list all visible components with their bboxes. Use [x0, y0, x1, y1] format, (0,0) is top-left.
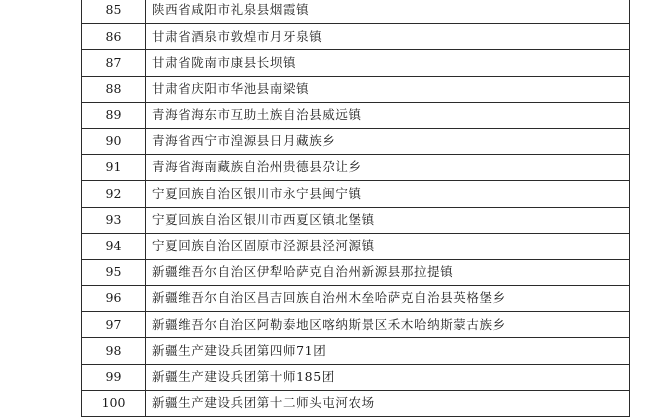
row-number-cell: 95: [82, 259, 146, 285]
table-row: [82, 155, 630, 181]
place-name-cell: 新疆生产建设兵团第十师185团: [146, 364, 630, 390]
row-number-cell: 88: [82, 76, 146, 102]
row-number-cell: 89: [82, 102, 146, 128]
place-name-cell: 甘肃省庆阳市华池县南梁镇: [146, 76, 630, 102]
place-name-cell: 宁夏回族自治区银川市永宁县闽宁镇: [146, 181, 630, 207]
place-name-cell: 青海省海东市互助土族自治县威远镇: [146, 102, 630, 128]
place-name-cell: 新疆生产建设兵团第十二师头屯河农场: [146, 390, 630, 416]
row-number-cell: 85: [82, 0, 146, 24]
table-row: [82, 76, 630, 102]
place-name-cell: 新疆维吾尔自治区伊犁哈萨克自治州新源县那拉提镇: [146, 259, 630, 285]
row-number-cell: 97: [82, 312, 146, 338]
row-number-cell: 92: [82, 181, 146, 207]
table-row: [82, 233, 630, 259]
table-row: [82, 364, 630, 390]
row-number-cell: 98: [82, 338, 146, 364]
place-name-cell: 青海省海南藏族自治州贵德县尕让乡: [146, 155, 630, 181]
place-name-cell: 宁夏回族自治区固原市泾源县泾河源镇: [146, 233, 630, 259]
table-body: [82, 0, 630, 417]
table-row: [82, 207, 630, 233]
row-number-cell: 99: [82, 364, 146, 390]
row-number-cell: 87: [82, 50, 146, 76]
table-row: [82, 286, 630, 312]
table-row: [82, 50, 630, 76]
row-number-cell: 90: [82, 128, 146, 154]
place-name-cell: 宁夏回族自治区银川市西夏区镇北堡镇: [146, 207, 630, 233]
row-number-cell: 86: [82, 24, 146, 50]
table-row: [82, 338, 630, 364]
place-name-cell: 甘肃省酒泉市敦煌市月牙泉镇: [146, 24, 630, 50]
table-row: [82, 102, 630, 128]
place-name-cell: 新疆维吾尔自治区阿勒泰地区喀纳斯景区禾木哈纳斯蒙古族乡: [146, 312, 630, 338]
table-row: [82, 0, 630, 24]
row-number-cell: 91: [82, 155, 146, 181]
place-name-cell: 陕西省咸阳市礼泉县烟霞镇: [146, 0, 630, 24]
table-row: [82, 181, 630, 207]
table-row: [82, 24, 630, 50]
row-number-cell: 100: [82, 390, 146, 416]
row-number-cell: 96: [82, 286, 146, 312]
place-name-cell: 青海省西宁市湟源县日月藏族乡: [146, 128, 630, 154]
row-number-cell: 94: [82, 233, 146, 259]
place-name-cell: 甘肃省陇南市康县长坝镇: [146, 50, 630, 76]
place-name-cell: 新疆生产建设兵团第四师71团: [146, 338, 630, 364]
table-row: [82, 312, 630, 338]
place-name-cell: 新疆维吾尔自治区昌吉回族自治州木垒哈萨克自治县英格堡乡: [146, 286, 630, 312]
table-row: [82, 259, 630, 285]
row-number-cell: 93: [82, 207, 146, 233]
table-row: [82, 390, 630, 416]
table-row: [82, 128, 630, 154]
town-list-table: [81, 0, 630, 417]
